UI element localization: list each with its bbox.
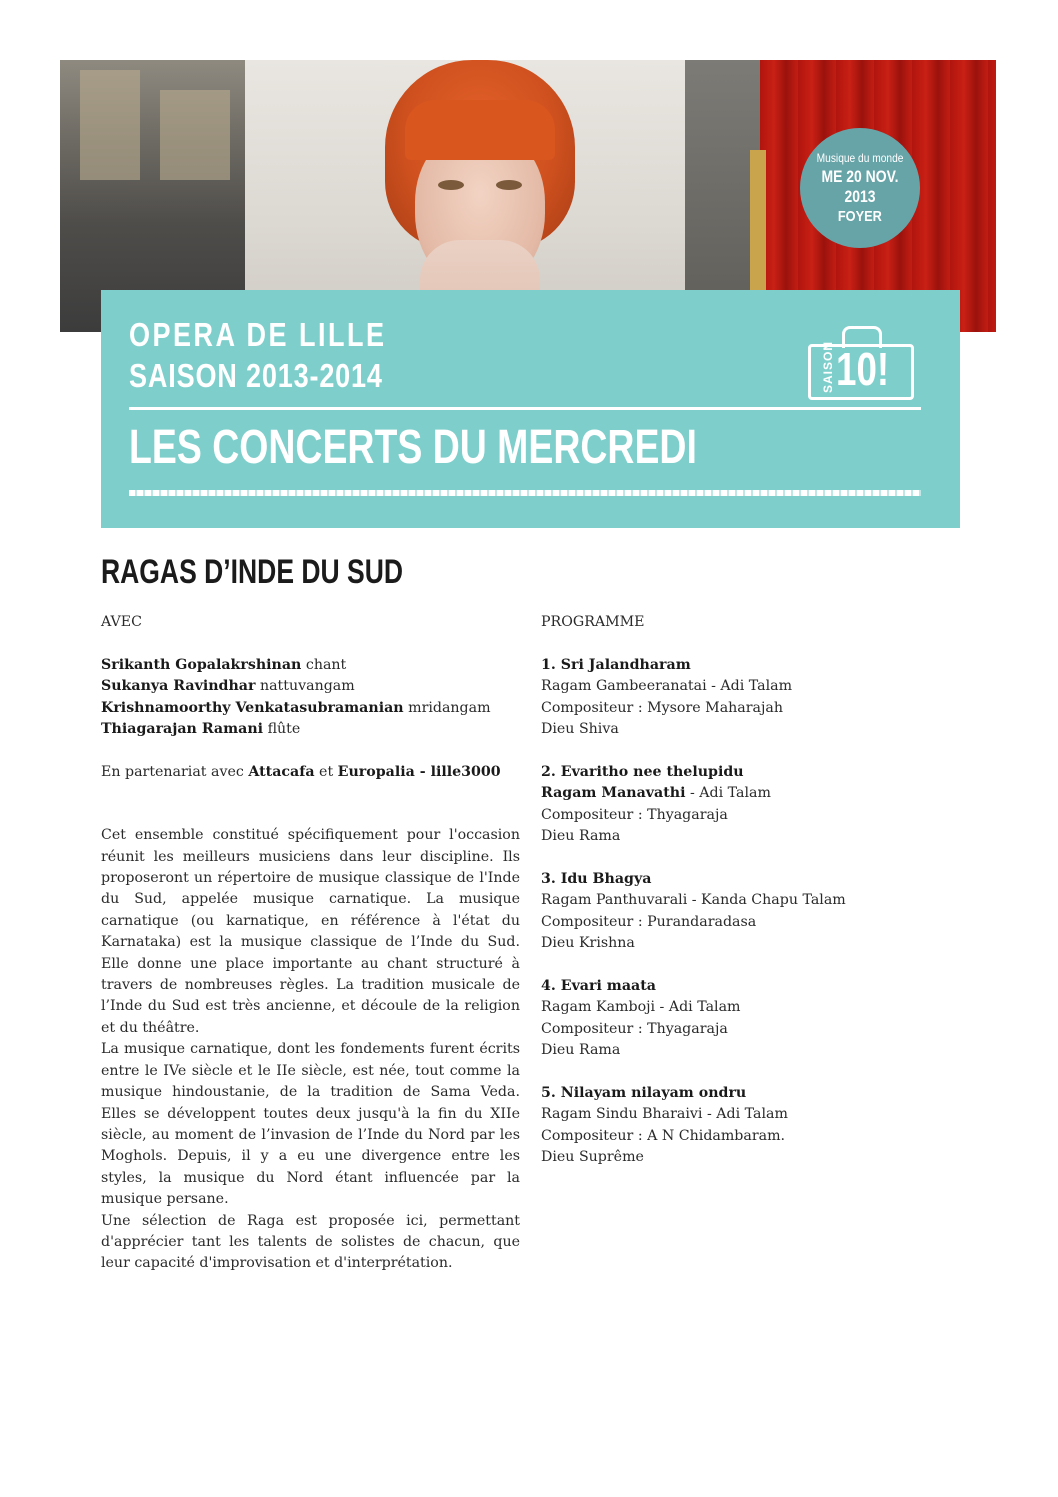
piece-deity: Dieu Shiva [541,721,619,738]
concert-title: RAGAS D’INDE DU SUD [101,553,404,591]
banner-season: SAISON 2013-2014 [129,357,383,394]
piece-composer: Compositeur : Thyagaraja [541,1020,728,1037]
piece-title: 5. Nilayam nilayam ondru [541,1084,747,1101]
performer [101,655,520,676]
performer [101,698,520,719]
piece-composer: Compositeur : A N Chidambaram. [541,1127,786,1144]
performer [101,676,520,697]
piece-title: 1. Sri Jalandharam [541,656,691,673]
badge-date: ME 20 NOV. 2013 [821,167,899,206]
piece-raga: Ragam Panthuvarali - Kanda Chapu Talam [541,892,846,909]
programme-item [541,1083,961,1169]
description-paragraph: Une sélection de Raga est proposée ici, permettant d'apprécier tant les talents de solistes de chacun, que leur capacité d'improvisation et d'interprétation. [101,1212,520,1272]
performer-name: Thiagarajan Ramani [101,721,264,738]
performer-list [101,655,520,741]
piece-deity: Dieu Suprême [541,1149,644,1166]
piece-title: 4. Evari maata [541,977,656,994]
banner-underline [129,490,921,496]
logo-saison-text: SAISON [821,340,836,394]
partner-name: Attacafa [248,763,315,780]
performer-role: chant [305,656,347,673]
logo-number: 10! [836,343,890,395]
programme-heading: PROGRAMME [541,614,645,630]
piece-deity: Dieu Rama [541,1042,621,1059]
performer-role: mridangam [408,699,491,716]
portrait-eye [496,180,522,190]
avec-heading: AVEC [101,614,142,630]
piece-raga: - Adi Talam [685,785,771,802]
portrait-eye [438,180,464,190]
performer [101,719,520,740]
banner-series-title: LES CONCERTS DU MERCREDI [129,421,697,474]
performer-name: Krishnamoorthy Venkatasubramanian [101,699,404,716]
saison-10-logo [806,322,918,402]
piece-raga-line [541,783,961,804]
partner-join: et [319,763,334,780]
performer-name: Sukanya Ravindhar [101,678,256,695]
programme-item [541,655,961,741]
partner-name: Europalia - lille3000 [337,763,501,780]
programme-item [541,762,961,848]
description-paragraph: Cet ensemble constitué spécifiquement pour l'occasion réunit les meilleurs musiciens dans leur discipline. Ils proposeront un répertoire de musique classique de l'Inde du Sud, appelée musique carnatique. La musique carnatique (ou karnatique, en référence à l'état du Karnataka) est la musique classique de l’Inde du Sud. Elle donne une place importante au chant structuré à travers de nombreuses règles. La tradition musicale de l’Inde du Sud est très ancienne, et découle de la religion et du théâtre. [101,827,520,1036]
piece-raga: Ragam Sindu Bharaivi - Adi Talam [541,1106,788,1123]
partner-prefix: En partenariat avec [101,763,244,780]
piece-composer: Compositeur : Mysore Maharajah [541,699,783,716]
performer-role: nattuvangam [259,678,355,695]
banner-opera: OPERA DE LILLE [129,316,387,353]
badge-category: Musique du monde [816,151,904,165]
piece-composer: Compositeur : Purandaradasa [541,913,757,930]
programme-item [541,869,961,955]
performer-name: Srikanth Gopalakrshinan [101,656,302,673]
description [101,825,520,1275]
piece-raga-bold: Ragam Manavathi [541,785,686,802]
partnership-line [101,762,520,783]
piece-raga: Ragam Kamboji - Adi Talam [541,999,741,1016]
banner-divider [129,407,921,410]
piece-title: 3. Idu Bhagya [541,870,652,887]
piece-composer: Compositeur : Thyagaraja [541,806,728,823]
piece-raga: Ragam Gambeeranatai - Adi Talam [541,678,793,695]
performer-role: flûte [267,721,301,738]
badge-venue: FOYER [838,208,882,225]
piece-deity: Dieu Krishna [541,935,635,952]
piece-deity: Dieu Rama [541,828,621,845]
date-badge [800,128,920,248]
piece-title: 2. Evaritho nee thelupidu [541,763,744,780]
description-paragraph: La musique carnatique, dont les fondements furent écrits entre le IVe siècle et le IIe siècle, est née, tout comme la musique hindoustanie, de la tradition de Sama Veda. Elles se développent toutes deux jusqu'à la fin du XIIe siècle, au moment de l’invasion de l’Inde du Nord par les Moghols. Depuis, il y a eu une divergence entre les styles, la musique du Nord étant influencée par la musique persane. [101,1041,520,1208]
left-column [101,612,520,1275]
right-column [541,612,961,1190]
title-banner [101,290,960,528]
portrait-fringe [405,100,555,160]
programme-item [541,976,961,1062]
